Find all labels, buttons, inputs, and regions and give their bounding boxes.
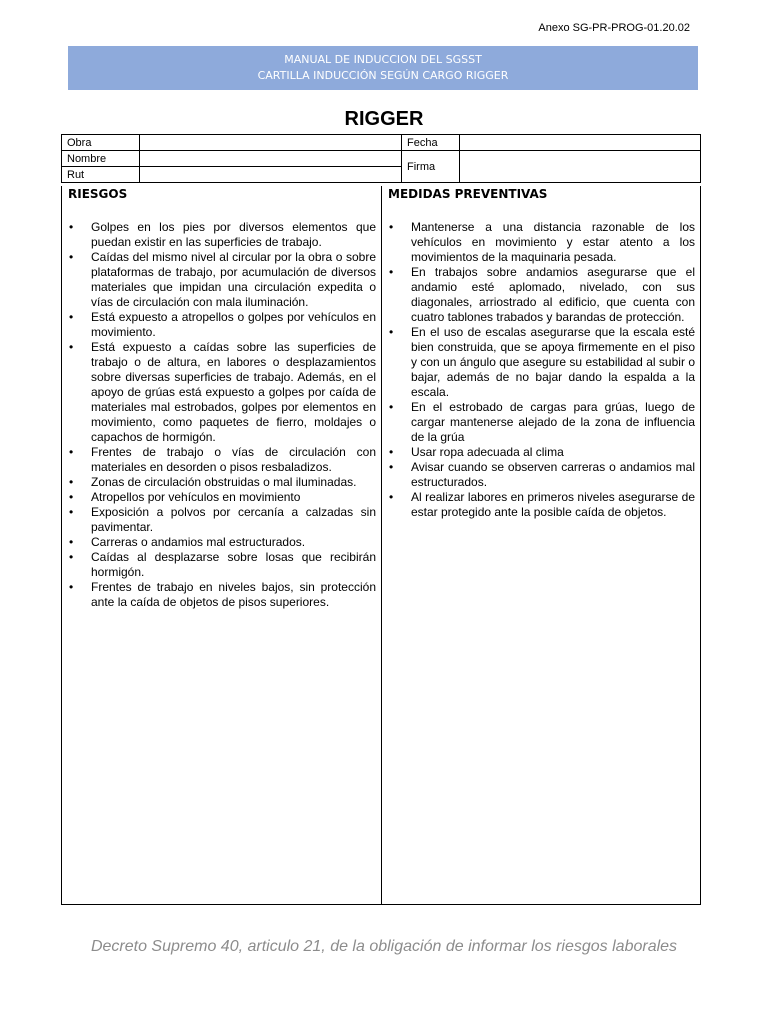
banner-line-2: CARTILLA INDUCCIÓN SEGÚN CARGO RIGGER [257, 69, 509, 82]
obra-field[interactable] [140, 135, 402, 151]
bullet-icon: • [389, 220, 394, 234]
info-form [61, 134, 701, 183]
bullet-icon: • [69, 505, 74, 519]
list-item-text: Avisar cuando se observen carreras o andamios mal estructurados. [411, 460, 695, 489]
bullet-icon: • [69, 220, 74, 234]
list-item [68, 250, 376, 310]
rut-label: Rut [62, 167, 140, 183]
list-item-text: Caídas del mismo nivel al circular por la obra o sobre plataformas de trabajo, por acumulación de diversos materiales que impidan una circulación expedita o vías de circulación con mala iluminación. [91, 250, 376, 309]
bullet-icon: • [69, 445, 74, 459]
bullet-icon: • [69, 250, 74, 264]
footer-note: Decreto Supremo 40, articulo 21, de la obligación de informar los riesgos laborales [90, 938, 678, 955]
list-item [68, 580, 376, 610]
list-item [68, 445, 376, 475]
riesgos-heading: RIESGOS [68, 187, 128, 201]
list-item [388, 445, 695, 460]
bullet-icon: • [69, 475, 74, 489]
list-item-text: En el uso de escalas asegurarse que la escala esté bien construida, que se apoya firmemente en el piso y con un ángulo que asegure su estabilidad al subir o bajar, además de no bajar dando la espalda a la escala. [411, 325, 695, 399]
list-item [388, 460, 695, 490]
list-item-text: Exposición a polvos por cercanía a calzadas sin pavimentar. [91, 505, 376, 534]
firma-label: Firma [402, 151, 460, 183]
bullet-icon: • [389, 265, 394, 279]
medidas-list [388, 220, 695, 520]
list-item-text: Está expuesto a caídas sobre las superficies de trabajo o de altura, en labores o desplazamientos sobre diversas superficies de trabajo. Además, en el apoyo de grúas está expuesto a golpes por caída de materiales mal estrobados, golpes por elementos en movimiento, como paquetes de fierro, moldajes o capachos de hormigón. [91, 340, 376, 444]
list-item-text: Frentes de trabajo o vías de circulación con materiales en desorden o pisos resbaladizos. [91, 445, 376, 474]
list-item-text: Usar ropa adecuada al clima [411, 445, 564, 459]
bullet-icon: • [389, 400, 394, 414]
bullet-icon: • [389, 445, 394, 459]
list-item-text: Mantenerse a una distancia razonable de los vehículos en movimiento y estar atento a los movimientos de la maquinaria pesada. [411, 220, 695, 264]
list-item [68, 505, 376, 535]
list-item-text: En trabajos sobre andamios asegurarse que el andamio esté aplomado, nivelado, con sus diagonales, arriostrado al edificio, que cuenta con cuatro tablones trabados y barandas de protección. [411, 265, 695, 324]
riesgos-list [68, 220, 376, 610]
list-item-text: Golpes en los pies por diversos elementos que puedan existir en las superficies de trabajo. [91, 220, 376, 249]
list-item-text: Al realizar labores en primeros niveles asegurarse de estar protegido ante la posible caída de objetos. [411, 490, 695, 519]
list-item-text: Caídas al desplazarse sobre losas que recibirán hormigón. [91, 550, 376, 579]
nombre-field[interactable] [140, 151, 402, 167]
list-item [68, 550, 376, 580]
list-item-text: Atropellos por vehículos en movimiento [91, 490, 301, 504]
bullet-icon: • [69, 535, 74, 549]
list-item [388, 325, 695, 400]
list-item-text: Frentes de trabajo en niveles bajos, sin protección ante la caída de objetos de pisos superiores. [91, 580, 376, 609]
firma-field[interactable] [460, 151, 701, 183]
nombre-label: Nombre [62, 151, 140, 167]
list-item-text: En el estrobado de cargas para grúas, luego de cargar mantenerse alejado de la zona de influencia de la grúa [411, 400, 695, 444]
bullet-icon: • [69, 580, 74, 594]
annex-code: Anexo SG-PR-PROG-01.20.02 [538, 22, 690, 34]
bullet-icon: • [69, 340, 74, 354]
list-item [388, 400, 695, 445]
list-item [68, 340, 376, 445]
list-item [388, 490, 695, 520]
main-table [61, 186, 701, 905]
fecha-label: Fecha [402, 135, 460, 151]
list-item [68, 535, 376, 550]
list-item [388, 220, 695, 265]
list-item [68, 475, 376, 490]
bullet-icon: • [389, 460, 394, 474]
list-item [68, 490, 376, 505]
list-item [68, 310, 376, 340]
bullet-icon: • [389, 325, 394, 339]
bullet-icon: • [69, 550, 74, 564]
rut-field[interactable] [140, 167, 402, 183]
list-item-text: Carreras o andamios mal estructurados. [91, 535, 306, 549]
list-item-text: Zonas de circulación obstruidas o mal iluminadas. [91, 475, 357, 489]
bullet-icon: • [69, 310, 74, 324]
list-item-text: Está expuesto a atropellos o golpes por vehículos en movimiento. [91, 310, 376, 339]
page-title: RIGGER [344, 108, 424, 130]
bullet-icon: • [389, 490, 394, 504]
riesgos-column [62, 186, 382, 904]
banner-line-1: MANUAL DE INDUCCION DEL SGSST [284, 53, 482, 66]
list-item [68, 220, 376, 250]
header-banner [68, 46, 698, 90]
bullet-icon: • [69, 490, 74, 504]
fecha-field[interactable] [460, 135, 701, 151]
medidas-column [382, 186, 700, 904]
obra-label: Obra [62, 135, 140, 151]
list-item [388, 265, 695, 325]
medidas-heading: MEDIDAS PREVENTIVAS [388, 187, 548, 201]
